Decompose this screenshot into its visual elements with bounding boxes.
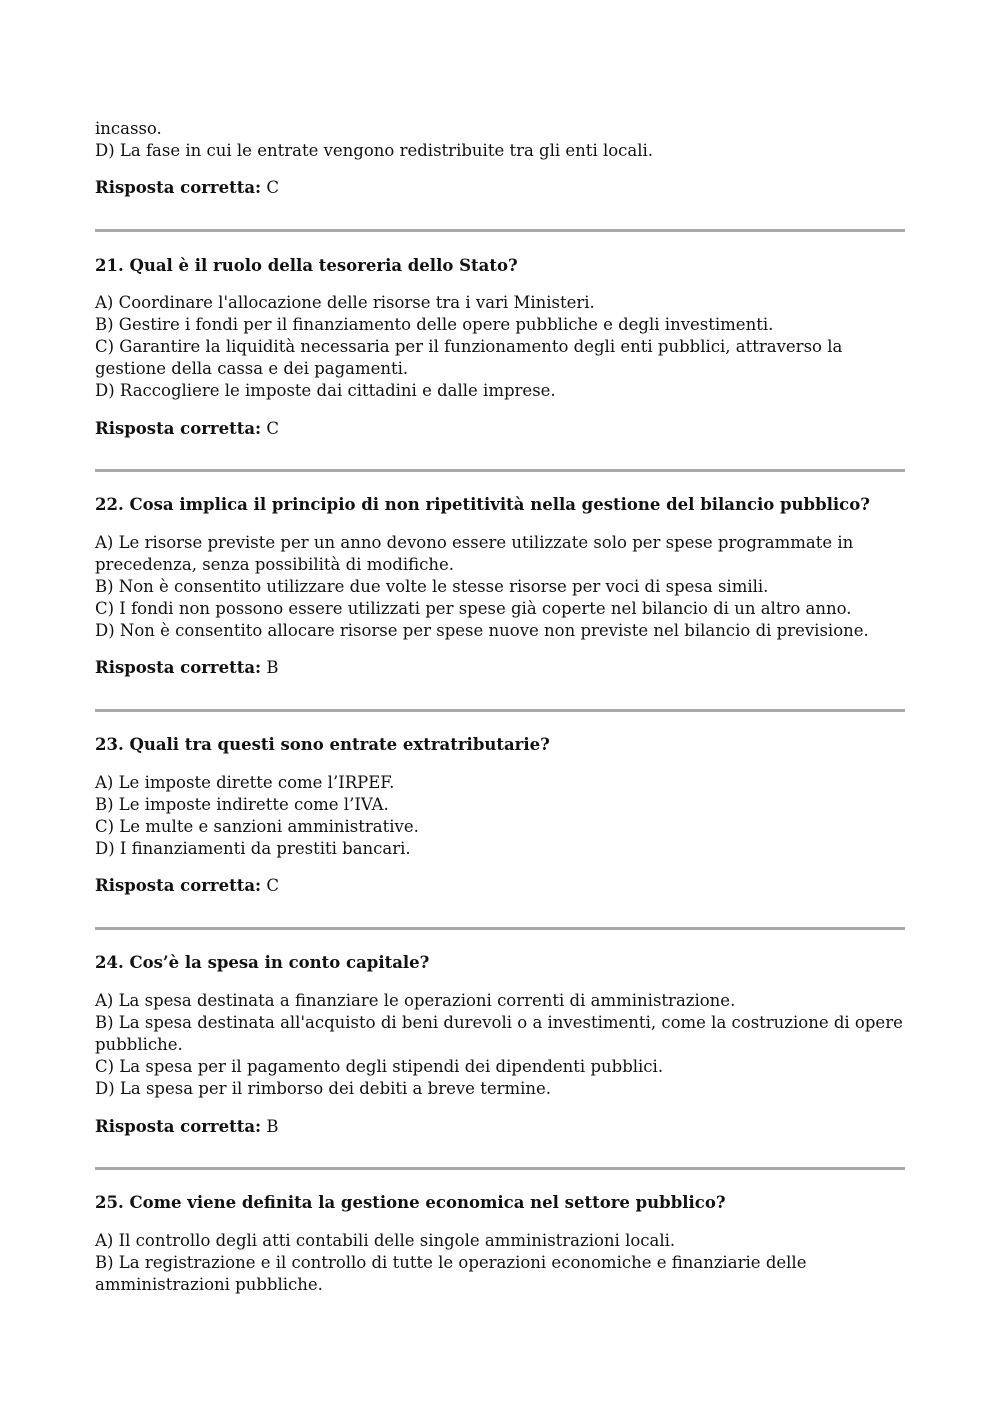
option-item: A) Le imposte dirette come l’IRPEF. [95, 773, 395, 792]
section-divider [95, 229, 905, 232]
question-title: 25. Come viene definita la gestione economica nel settore pubblico? [95, 1193, 726, 1212]
question-block [95, 1192, 905, 1296]
option-item: D) I finanziamenti da prestiti bancari. [95, 839, 411, 858]
correct-answer [95, 418, 905, 440]
carryover-line: D) La fase in cui le entrate vengono redistribuite tra gli enti locali. [95, 141, 654, 160]
options-list [95, 990, 905, 1100]
carryover-block [95, 118, 905, 199]
option-item: C) La spesa per il pagamento degli stipendi dei dipendenti pubblici. [95, 1057, 664, 1076]
carryover-line: incasso. [95, 119, 162, 138]
option-item: A) Il controllo degli atti contabili delle singole amministrazioni locali. [95, 1231, 676, 1250]
answer-label: Risposta corretta: [95, 419, 262, 438]
option-item: B) Non è consentito utilizzare due volte le stesse risorse per voci di spesa simili. [95, 577, 769, 596]
correct-answer [95, 177, 905, 199]
answer-label: Risposta corretta: [95, 178, 262, 197]
options-list [95, 772, 905, 860]
answer-label: Risposta corretta: [95, 876, 262, 895]
option-item: B) La spesa destinata all'acquisto di beni durevoli o a investimenti, come la costruzione di opere pubbliche. [95, 1013, 903, 1054]
section-divider [95, 709, 905, 712]
question-title: 21. Qual è il ruolo della tesoreria dello Stato? [95, 256, 518, 275]
section-divider [95, 469, 905, 472]
options-list [95, 532, 905, 642]
section-divider [95, 927, 905, 930]
section-divider [95, 1167, 905, 1170]
question-title: 22. Cosa implica il principio di non ripetitività nella gestione del bilancio pubblico? [95, 495, 870, 514]
option-item: A) Le risorse previste per un anno devono essere utilizzate solo per spese programmate in precedenza, senza possibilità di modifiche. [95, 533, 854, 574]
option-item: A) Coordinare l'allocazione delle risorse tra i vari Ministeri. [95, 293, 595, 312]
question-block [95, 255, 905, 440]
answer-value: C [261, 876, 279, 895]
option-item: D) Non è consentito allocare risorse per spese nuove non previste nel bilancio di previsione. [95, 621, 869, 640]
question-title: 24. Cos’è la spesa in conto capitale? [95, 953, 430, 972]
option-item: A) La spesa destinata a finanziare le operazioni correnti di amministrazione. [95, 991, 736, 1010]
options-list [95, 1230, 905, 1296]
correct-answer [95, 657, 905, 679]
answer-label: Risposta corretta: [95, 1117, 262, 1136]
answer-label: Risposta corretta: [95, 658, 262, 677]
option-item: C) I fondi non possono essere utilizzati per spese già coperte nel bilancio di un altro anno. [95, 599, 852, 618]
question-block [95, 734, 905, 897]
options-list [95, 292, 905, 402]
question-block [95, 952, 905, 1138]
option-item: B) Gestire i fondi per il finanziamento delle opere pubbliche e degli investimenti. [95, 315, 774, 334]
answer-value: C [261, 178, 279, 197]
correct-answer [95, 875, 905, 897]
answer-value: C [261, 419, 279, 438]
option-item: D) La spesa per il rimborso dei debiti a breve termine. [95, 1079, 552, 1098]
question-block [95, 494, 905, 679]
answer-value: B [261, 1117, 279, 1136]
option-item: D) Raccogliere le imposte dai cittadini e dalle imprese. [95, 381, 556, 400]
option-item: C) Garantire la liquidità necessaria per il funzionamento degli enti pubblici, attraverso la gestione della cassa e dei pagamenti. [95, 337, 843, 378]
option-item: C) Le multe e sanzioni amministrative. [95, 817, 419, 836]
option-item: B) La registrazione e il controllo di tutte le operazioni economiche e finanziarie delle amministrazioni pubbliche. [95, 1253, 807, 1294]
document-page [95, 118, 905, 1296]
answer-value: B [261, 658, 279, 677]
correct-answer [95, 1116, 905, 1138]
option-item: B) Le imposte indirette come l’IVA. [95, 795, 389, 814]
question-title: 23. Quali tra questi sono entrate extratributarie? [95, 735, 550, 754]
